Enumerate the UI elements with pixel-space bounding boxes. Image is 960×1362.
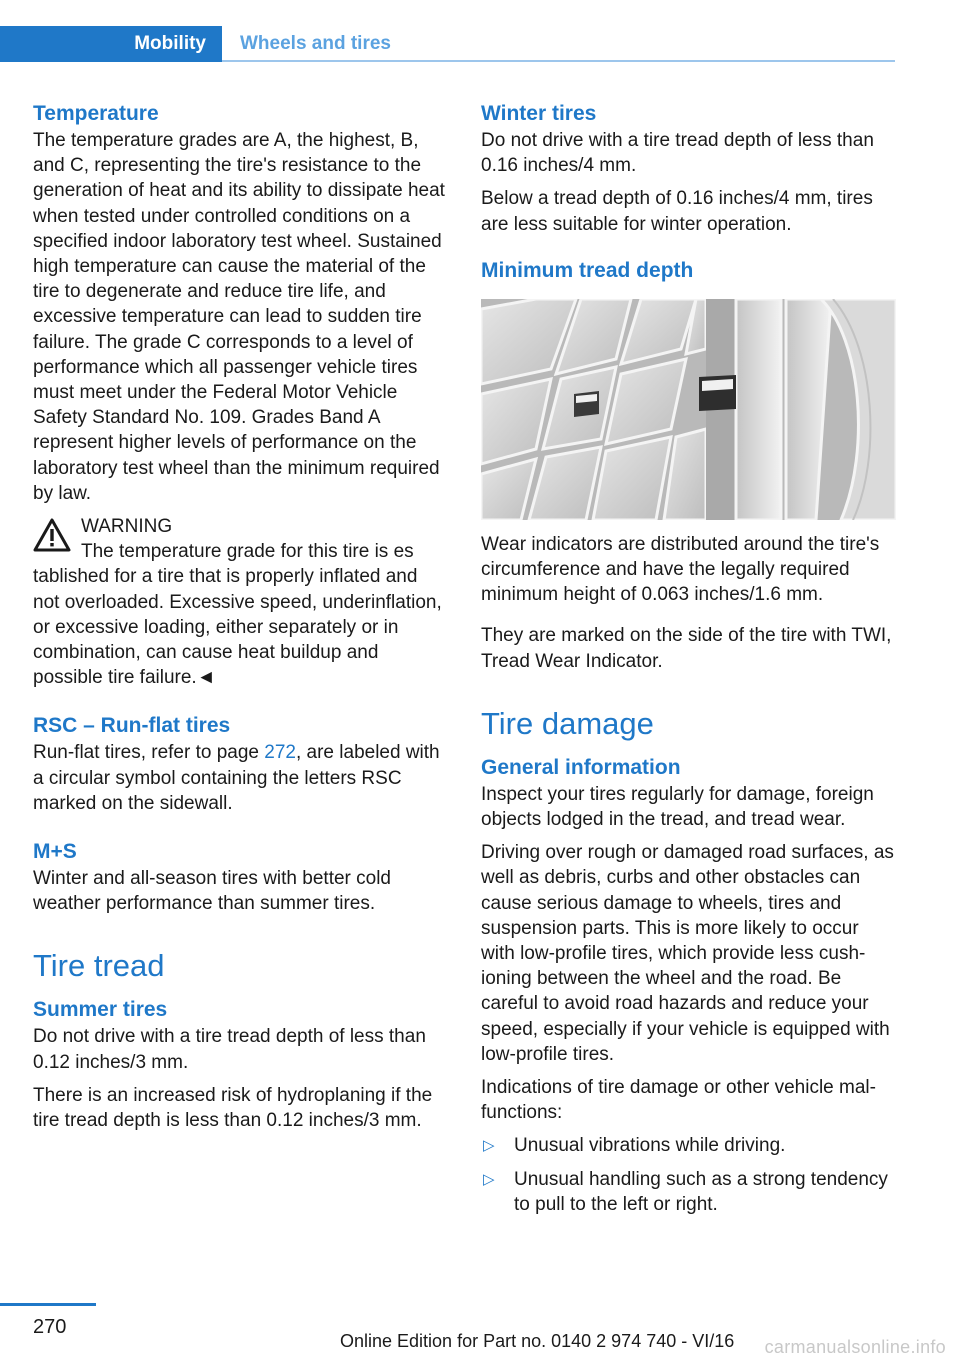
summer-tires-text-2: There is an increased risk of hydroplaning if the tire tread depth is less than 0.12 inches/3 mm. (33, 1084, 433, 1132)
warning-text: tablished for a tire that is properly inflated and not overloaded. Excessive speed, underinflation, or excessive loading, either separately or in combination, can cause heat buildup and possible tire failure.◄ (33, 566, 442, 689)
list-item (481, 1167, 896, 1217)
ms-text: Winter and all-season tires with better cold weather performance than summer tires. (33, 868, 391, 915)
temperature-text: The temperature grades are A, the highest, B, and C, representing the tire's resistance to the generation of heat and its ability to dissipate heat when tested under controlled conditions on a specified indoor laboratory test wheel. Sustained high temperature can cause the material of the tire to degenerate and reduce tire life, and excessive temperature can lead to sudden tire failure. The grade C corresponds to a level of performance which all passenger vehicle tires must meet under the Federal Motor Vehicle Safety Standard No. 109. Grades Band A represent higher levels of performance on the laboratory test wheel than the minimum required by law. (33, 130, 445, 504)
watermark: carmanualsonline.info (764, 1337, 946, 1357)
summer-tires-heading: Summer tires (33, 998, 168, 1022)
section-tab-mobility[interactable] (0, 26, 222, 62)
warning-block (33, 514, 448, 690)
footer-divider (0, 1303, 96, 1306)
page-header (0, 26, 895, 62)
rsc-heading: RSC – Run-flat tires (33, 714, 231, 738)
section-tab-wheels-and-tires[interactable] (240, 26, 391, 62)
rsc-text (33, 740, 448, 816)
winter-tires-text-2: Below a tread depth of 0.16 inches/4 mm, tires are less suitable for winter operation. (481, 188, 873, 235)
damage-indications-list (481, 1133, 896, 1217)
general-info-text-2: Driving over rough or damaged road surfaces, as well as debris, curbs and other obstacles can cause serious damage to wheels, tires and suspension parts. This is more likely to occur with low-profile tires, which provide less cushioning between the wheel and the road. Be careful to avoid road hazards and reduce your speed, especially if your vehicle is equipped with low-profile tires. (481, 842, 894, 1065)
tire-tread-heading: Tire tread (33, 948, 165, 984)
header-divider (222, 60, 895, 62)
bullet-triangle-icon: ▷ (483, 1137, 495, 1155)
list-item-text: Unusual vibrations while driving. (514, 1135, 786, 1157)
minimum-tread-depth-heading: Minimum tread depth (481, 258, 694, 282)
subsection-label: Wheels and tires (240, 33, 391, 54)
edition-text: Online Edition for Part no. 0140 2 974 740 - VI/16 (340, 1331, 735, 1351)
page-272-link[interactable]: 272 (264, 742, 296, 764)
warning-icon (33, 518, 71, 552)
minimum-tread-text-2: They are marked on the side of the tire with TWI, Tread Wear Indicator. (481, 625, 892, 672)
tread-wear-indicator-illustration (481, 299, 896, 520)
bullet-triangle-icon: ▷ (483, 1170, 495, 1188)
tread-wear-indicator-right (699, 375, 736, 411)
ms-heading: M+S (33, 840, 77, 864)
page-number: 270 (33, 1316, 67, 1338)
section-label: Mobility (134, 33, 206, 54)
summer-tires-text-1: Do not drive with a tire tread depth of less than 0.12 inches/3 mm. (33, 1026, 426, 1073)
left-column (33, 100, 448, 1141)
list-item-text: Unusual handling such as a strong tendency to pull to the left or right. (514, 1168, 888, 1215)
warning-title: WARNING (81, 516, 173, 538)
rsc-text-start: Run-flat tires, refer to page (33, 742, 265, 764)
winter-tires-heading: Winter tires (481, 102, 597, 125)
tire-damage-heading: Tire damage (481, 705, 654, 741)
general-info-text-3: Indications of tire damage or other vehicle malfunctions: (481, 1077, 876, 1124)
right-column (481, 100, 896, 1225)
temperature-heading: Temperature (33, 102, 159, 125)
minimum-tread-text-1: Wear indicators are distributed around the tire's circumference and have the legally required minimum height of 0.063 inches/1.6 mm. (481, 533, 880, 606)
winter-tires-text-1: Do not drive with a tire tread depth of less than 0.16 inches/4 mm. (481, 130, 874, 177)
list-item (481, 1133, 896, 1158)
tread-wear-indicator-left (574, 391, 599, 417)
warning-text-first-line: The temperature grade for this tire is es (81, 541, 414, 563)
general-information-heading: General information (481, 755, 681, 779)
general-info-text-1: Inspect your tires regularly for damage, foreign objects lodged in the tread, and tread wear. (481, 783, 874, 831)
rsc-text-end: , are labeled with a circular symbol containing the letters RSC marked on the sidewall. (33, 742, 440, 814)
